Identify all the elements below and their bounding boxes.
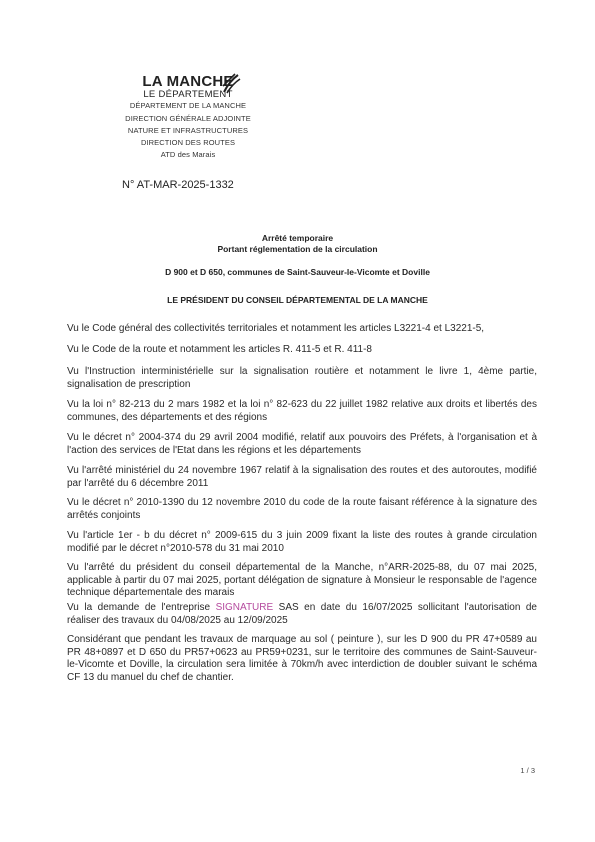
paragraph-decret-2010: Vu le décret n° 2010-1390 du 12 novembre 2010 du code de la route faisant référence à la signature des arrêtés conjoints [67,497,537,521]
header-line-atd: ATD des Marais [160,150,216,159]
company-name: SIGNATURE [215,602,274,613]
page-number: 1 / 3 [520,766,535,775]
header-line-nature: NATURE ET INFRASTRUCTURES [127,126,249,135]
paragraph-code-route: Vu le Code de la route et notamment les articles R. 411-5 et R. 411-8 [67,344,372,355]
logo-wave-icon [221,72,241,94]
title-arrete: Arrêté temporaire [261,233,334,243]
paragraph-instruction: Vu l'Instruction interministérielle sur la signalisation routière et notamment le livre 1, 4ème partie, signalisation de prescription [67,366,537,390]
reference-number: N° AT-MAR-2025-1332 [122,179,234,191]
request-text-end: SAS en date du 16/07/2025 sollicitant l'autorisation de réaliser des travaux du 04/08/2025 au 12/09/2025 [67,602,537,626]
paragraph-considerant: Considérant que pendant les travaux de marquage au sol ( peinture ), sur les D 900 du PR 47+0589 au PR 48+0897 et D 650 du PR57+0623 au PR59+0231, sur le territoire des communes de Saint-Sauveur-le-Vicomte et Doville, la circulation sera limitée à 70km/h avec interdiction de doubler suivant le schéma CF 13 du manuel du chef de chantier. [67,634,537,683]
paragraph-delegation: Vu l'arrêté du président du conseil départemental de la Manche, n°ARR-2025-88, du 07 mai 2025, applicable à partir du 07 mai 2025, portant délégation de signature à Monsieur le responsable de l'agence technique départementale des marais [67,562,537,598]
paragraph-loi-1982: Vu la loi n° 82-213 du 2 mars 1982 et la loi n° 82-623 du 22 juillet 1982 relative aux droits et libertés des communes, des départements et des régions [67,399,537,423]
logo-subtitle: LE DÉPARTEMENT [143,89,233,100]
paragraph-arrete-1967: Vu l'arrêté ministériel du 24 novembre 1967 relatif à la signalisation des routes et des autoroutes, modifié par l'arrêté du 6 décembre 2011 [67,465,537,489]
paragraph-request [67,602,537,627]
title-roads: D 900 et D 650, communes de Saint-Sauveur-le-Vicomte et Doville [165,267,430,277]
paragraph-decret-2004: Vu le décret n° 2004-374 du 29 avril 2004 modifié, relatif aux pouvoirs des Préfets, à l'organisation et à l'action des services de l'Etat dans les régions et les départements [67,432,537,456]
request-text-start: Vu la demande de l'entreprise [67,602,216,613]
paragraph-decret-2009: Vu l'article 1er - b du décret n° 2009-615 du 3 juin 2009 fixant la liste des routes à grande circulation modifié par le décret n°2010-578 du 31 mai 2010 [67,530,537,554]
logo-title: LA MANCHE [142,73,234,90]
header-line-routes: DIRECTION DES ROUTES [140,138,236,147]
header-line-department: DÉPARTEMENT DE LA MANCHE [129,101,247,110]
paragraph-cgct: Vu le Code général des collectivités territoriales et notamment les articles L3221-4 et L3221-5, [67,323,485,334]
title-subject: Portant réglementation de la circulation [217,244,378,254]
title-president: LE PRÉSIDENT DU CONSEIL DÉPARTEMENTAL DE LA MANCHE [167,295,428,305]
header-line-dga: DIRECTION GÉNÉRALE ADJOINTE [125,114,251,123]
